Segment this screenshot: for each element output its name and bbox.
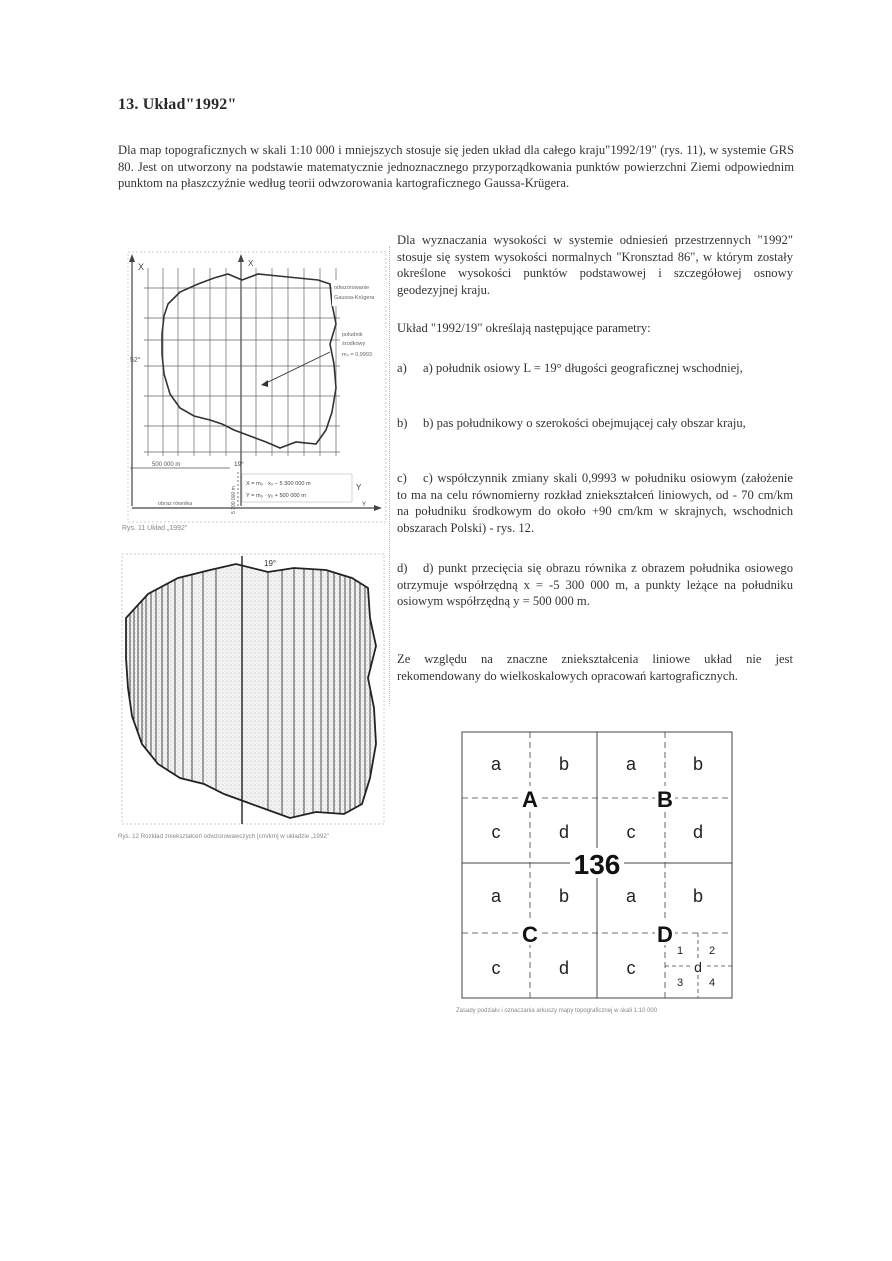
graticule-grid xyxy=(144,268,340,456)
param-d xyxy=(397,560,793,610)
y-axis-arrow-icon xyxy=(374,505,382,511)
section-heading: 13. Układ"1992" xyxy=(118,96,237,113)
figure-13-sheet-grid xyxy=(452,728,742,1018)
formula-x: X = m₀ · x₀ − 5 300 000 m xyxy=(246,481,311,487)
cell-label: b xyxy=(558,754,570,774)
cell-label: d xyxy=(558,822,570,842)
cell-label: c xyxy=(491,822,501,842)
poland-outline xyxy=(126,564,376,818)
label-ygk-axis: Y xyxy=(362,502,367,508)
sub-labels xyxy=(677,945,715,989)
sub-cell-4: 4 xyxy=(708,977,716,989)
param-label: a) xyxy=(397,361,407,375)
paragraph-final xyxy=(397,651,793,684)
paragraph-text: Układ "1992/19" określają następujące parametry: xyxy=(397,321,651,335)
cell-label: d xyxy=(692,822,704,842)
label-srodkowy: środkowy xyxy=(342,341,366,347)
label-y-axis: Y xyxy=(356,483,362,492)
label-xgk-axis: X xyxy=(248,259,254,268)
cell-label: a xyxy=(625,754,637,774)
figure-13-caption: Zasady podziału i oznaczania arkuszy mapy topograficznej w skali 1:10 000 xyxy=(456,1008,658,1014)
label-x-axis: X xyxy=(138,262,145,272)
cell-label: c xyxy=(626,822,636,842)
label-19-degrees: 19° xyxy=(264,559,277,568)
paragraph-text: Dla wyznaczania wysokości w systemie odniesień przestrzennych "1992" stosuje się system wysokości normalnych "Kronsztad 86", w którym zostały określone wysokości punktów podstawowej i szczegółowej osnowy geodezyjnej kraju. xyxy=(397,233,793,297)
param-label: b) xyxy=(397,416,408,430)
param-label: c) xyxy=(397,471,407,485)
cell-label: c xyxy=(626,958,636,978)
param-b xyxy=(397,415,793,432)
label-box xyxy=(332,280,386,306)
figure-11-diagram xyxy=(118,244,390,540)
sub-cell-1: 1 xyxy=(676,945,684,957)
quadrant-label-a: A xyxy=(522,787,538,812)
label-500000: 500 000 m xyxy=(152,462,181,468)
quadrant-label-c: C xyxy=(522,922,538,947)
param-text: b) pas południkowy o szerokości obejmującej cały obszar kraju, xyxy=(423,416,746,430)
label-poludnik: południk xyxy=(342,332,363,338)
cell-label: b xyxy=(692,754,704,774)
param-a xyxy=(397,360,793,377)
cell-label: d xyxy=(558,958,570,978)
cell-label: b xyxy=(692,886,704,906)
paragraph-height-system xyxy=(397,232,793,298)
figure-12-caption: Rys. 12 Rozkład zniekształceń odwzorowawczych [cm/km] w układzie „1992" xyxy=(118,833,329,840)
poland-outline xyxy=(162,274,336,448)
param-c xyxy=(397,470,793,536)
paragraph-parameters-intro xyxy=(397,320,793,337)
sub-quadrant-label-d: d xyxy=(694,959,702,975)
cell-label: a xyxy=(490,886,502,906)
label-equator: obraz równika xyxy=(158,501,193,507)
figure-11-caption: Rys. 11 Układ „1992" xyxy=(122,525,188,532)
param-text: a) południk osiowy L = 19° długości geograficznej wschodniej, xyxy=(423,361,743,375)
pointer-arrow-icon xyxy=(261,380,268,387)
cell-label: a xyxy=(625,886,637,906)
quadrant-label-b: B xyxy=(657,787,673,812)
quadrant-label-d: D xyxy=(657,922,673,947)
label-odwzorowanie: odwzorowanie xyxy=(334,285,370,291)
figure-12-distortion-map xyxy=(118,548,390,844)
x-axis-arrow-icon xyxy=(129,254,135,262)
param-text: c) współczynnik zmiany skali 0,9993 w południku osiowym (założenie to ma na celu równomierny rozkład zniekształceń liniowych, od - 70 cm/km na południku środkowym do około +90 cm/km w skrajnych, wschodnich obszarach Polski) - rys. 12. xyxy=(397,471,793,535)
label-52-degrees: 52° xyxy=(130,357,141,364)
label-19-degrees: 19° xyxy=(234,461,244,468)
cell-label: a xyxy=(490,754,502,774)
label-gauss-kruger: Gaussa-Krügera xyxy=(334,295,375,301)
param-label: d) xyxy=(397,561,408,575)
sub-cell-3: 3 xyxy=(676,977,684,989)
formula-y: Y = m₀ · y₀ + 500 000 m xyxy=(246,493,306,499)
label-5300000: 5 300 000 m xyxy=(231,486,237,514)
sub-cell-2: 2 xyxy=(708,945,716,957)
paragraph-text: Ze względu na znaczne zniekształcenia liniowe układ nie jest rekomendowany do wielkoskalowych opracowań kartograficznych. xyxy=(397,652,793,683)
cell-label: c xyxy=(491,958,501,978)
sheet-number-label: 136 xyxy=(573,849,621,880)
param-text: d) punkt przecięcia się obrazu równika z obrazem południka osiowego otrzymuje współrzędną x = -5 300 000 m, a punkty leżące na południku osiowym współrzędną y = 500 000 m. xyxy=(397,561,793,608)
label-scale-factor: m₀ = 0,9993 xyxy=(342,352,372,358)
intro-paragraph: Dla map topograficznych w skali 1:10 000 i mniejszych stosuje się jeden układ dla całego kraju"1992/19" (rys. 11), w systemie GRS 80. Jest on utworzony na podstawie matematycznie jednoznacznego przyporządkowania punktów powierzchni Ziemi odpowiednim punktom na płaszczyźnie według teorii odwzorowania kartograficznego Gaussa-Krügera. xyxy=(118,143,794,190)
central-meridian-arrow-icon xyxy=(238,254,244,262)
cell-label: b xyxy=(558,886,570,906)
